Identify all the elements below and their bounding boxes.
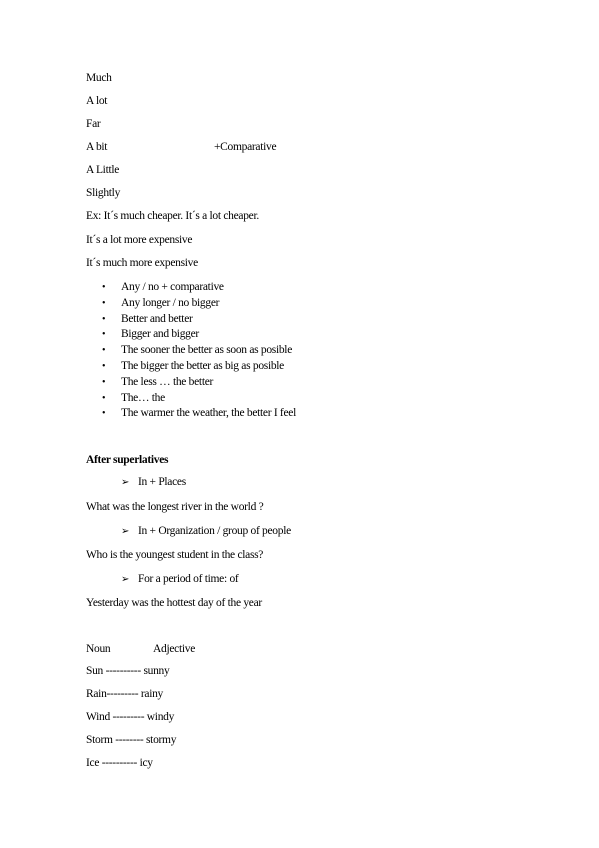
bullet-icon: •	[102, 392, 106, 404]
superlative-example: Who is the youngest student in the class?	[86, 549, 264, 561]
superlative-example: What was the longest river in the world ?	[86, 501, 264, 513]
list-item: • The bigger the better as big as posible	[102, 359, 296, 375]
bullet-icon: •	[102, 360, 106, 372]
noun-adjective-row: Rain--------- rainy	[86, 688, 163, 700]
superlatives-heading: After superlatives	[86, 454, 169, 466]
arrow-bullet-icon: ➢	[121, 526, 130, 537]
bullet-icon: •	[102, 376, 106, 388]
bullet-icon: •	[102, 313, 106, 325]
list-item: • The… the	[102, 391, 296, 407]
intensifier-a-little: A Little	[86, 164, 120, 176]
example-line: Ex: It´s much cheaper. It´s a lot cheaper.	[86, 210, 259, 222]
noun-header: Noun	[86, 643, 111, 655]
noun-adjective-row: Wind --------- windy	[86, 711, 175, 723]
superlative-rule: ➢ In + Organization / group of people	[121, 525, 291, 537]
list-item: • The warmer the weather, the better I feel	[102, 406, 296, 422]
noun-adjective-row: Sun ---------- sunny	[86, 665, 170, 677]
example-line: It´s a lot more expensive	[86, 234, 193, 246]
intensifier-much: Much	[86, 72, 112, 84]
superlative-rule: ➢ In + Places	[121, 476, 186, 488]
list-item: • Better and better	[102, 312, 296, 328]
arrow-bullet-icon: ➢	[121, 574, 130, 585]
bullet-icon: •	[102, 329, 106, 341]
comparative-label: +Comparative	[214, 141, 277, 153]
intensifier-a-bit: A bit	[86, 141, 108, 153]
bullet-icon: •	[102, 282, 106, 293]
intensifier-a-lot: A lot	[86, 95, 108, 107]
superlative-rule: ➢ For a period of time: of	[121, 573, 239, 585]
noun-adjective-row: Ice ---------- icy	[86, 757, 153, 769]
list-item: • Any longer / no bigger	[102, 296, 296, 312]
intensifier-slightly: Slightly	[86, 187, 121, 199]
arrow-bullet-icon: ➢	[121, 477, 130, 488]
example-line: It´s much more expensive	[86, 257, 198, 269]
list-item: • The sooner the better as soon as posible	[102, 343, 296, 359]
comparative-bullet-list	[102, 280, 296, 422]
bullet-icon: •	[102, 408, 106, 420]
intensifier-far: Far	[86, 118, 101, 130]
superlative-example: Yesterday was the hottest day of the year	[86, 597, 262, 609]
noun-adjective-row: Storm -------- stormy	[86, 734, 177, 746]
bullet-icon: •	[102, 297, 106, 309]
list-item: • Any / no + comparative	[102, 280, 296, 296]
list-item: • Bigger and bigger	[102, 327, 296, 343]
list-item: • The less … the better	[102, 375, 296, 391]
adjective-header: Adjective	[153, 643, 196, 655]
bullet-icon: •	[102, 345, 106, 357]
